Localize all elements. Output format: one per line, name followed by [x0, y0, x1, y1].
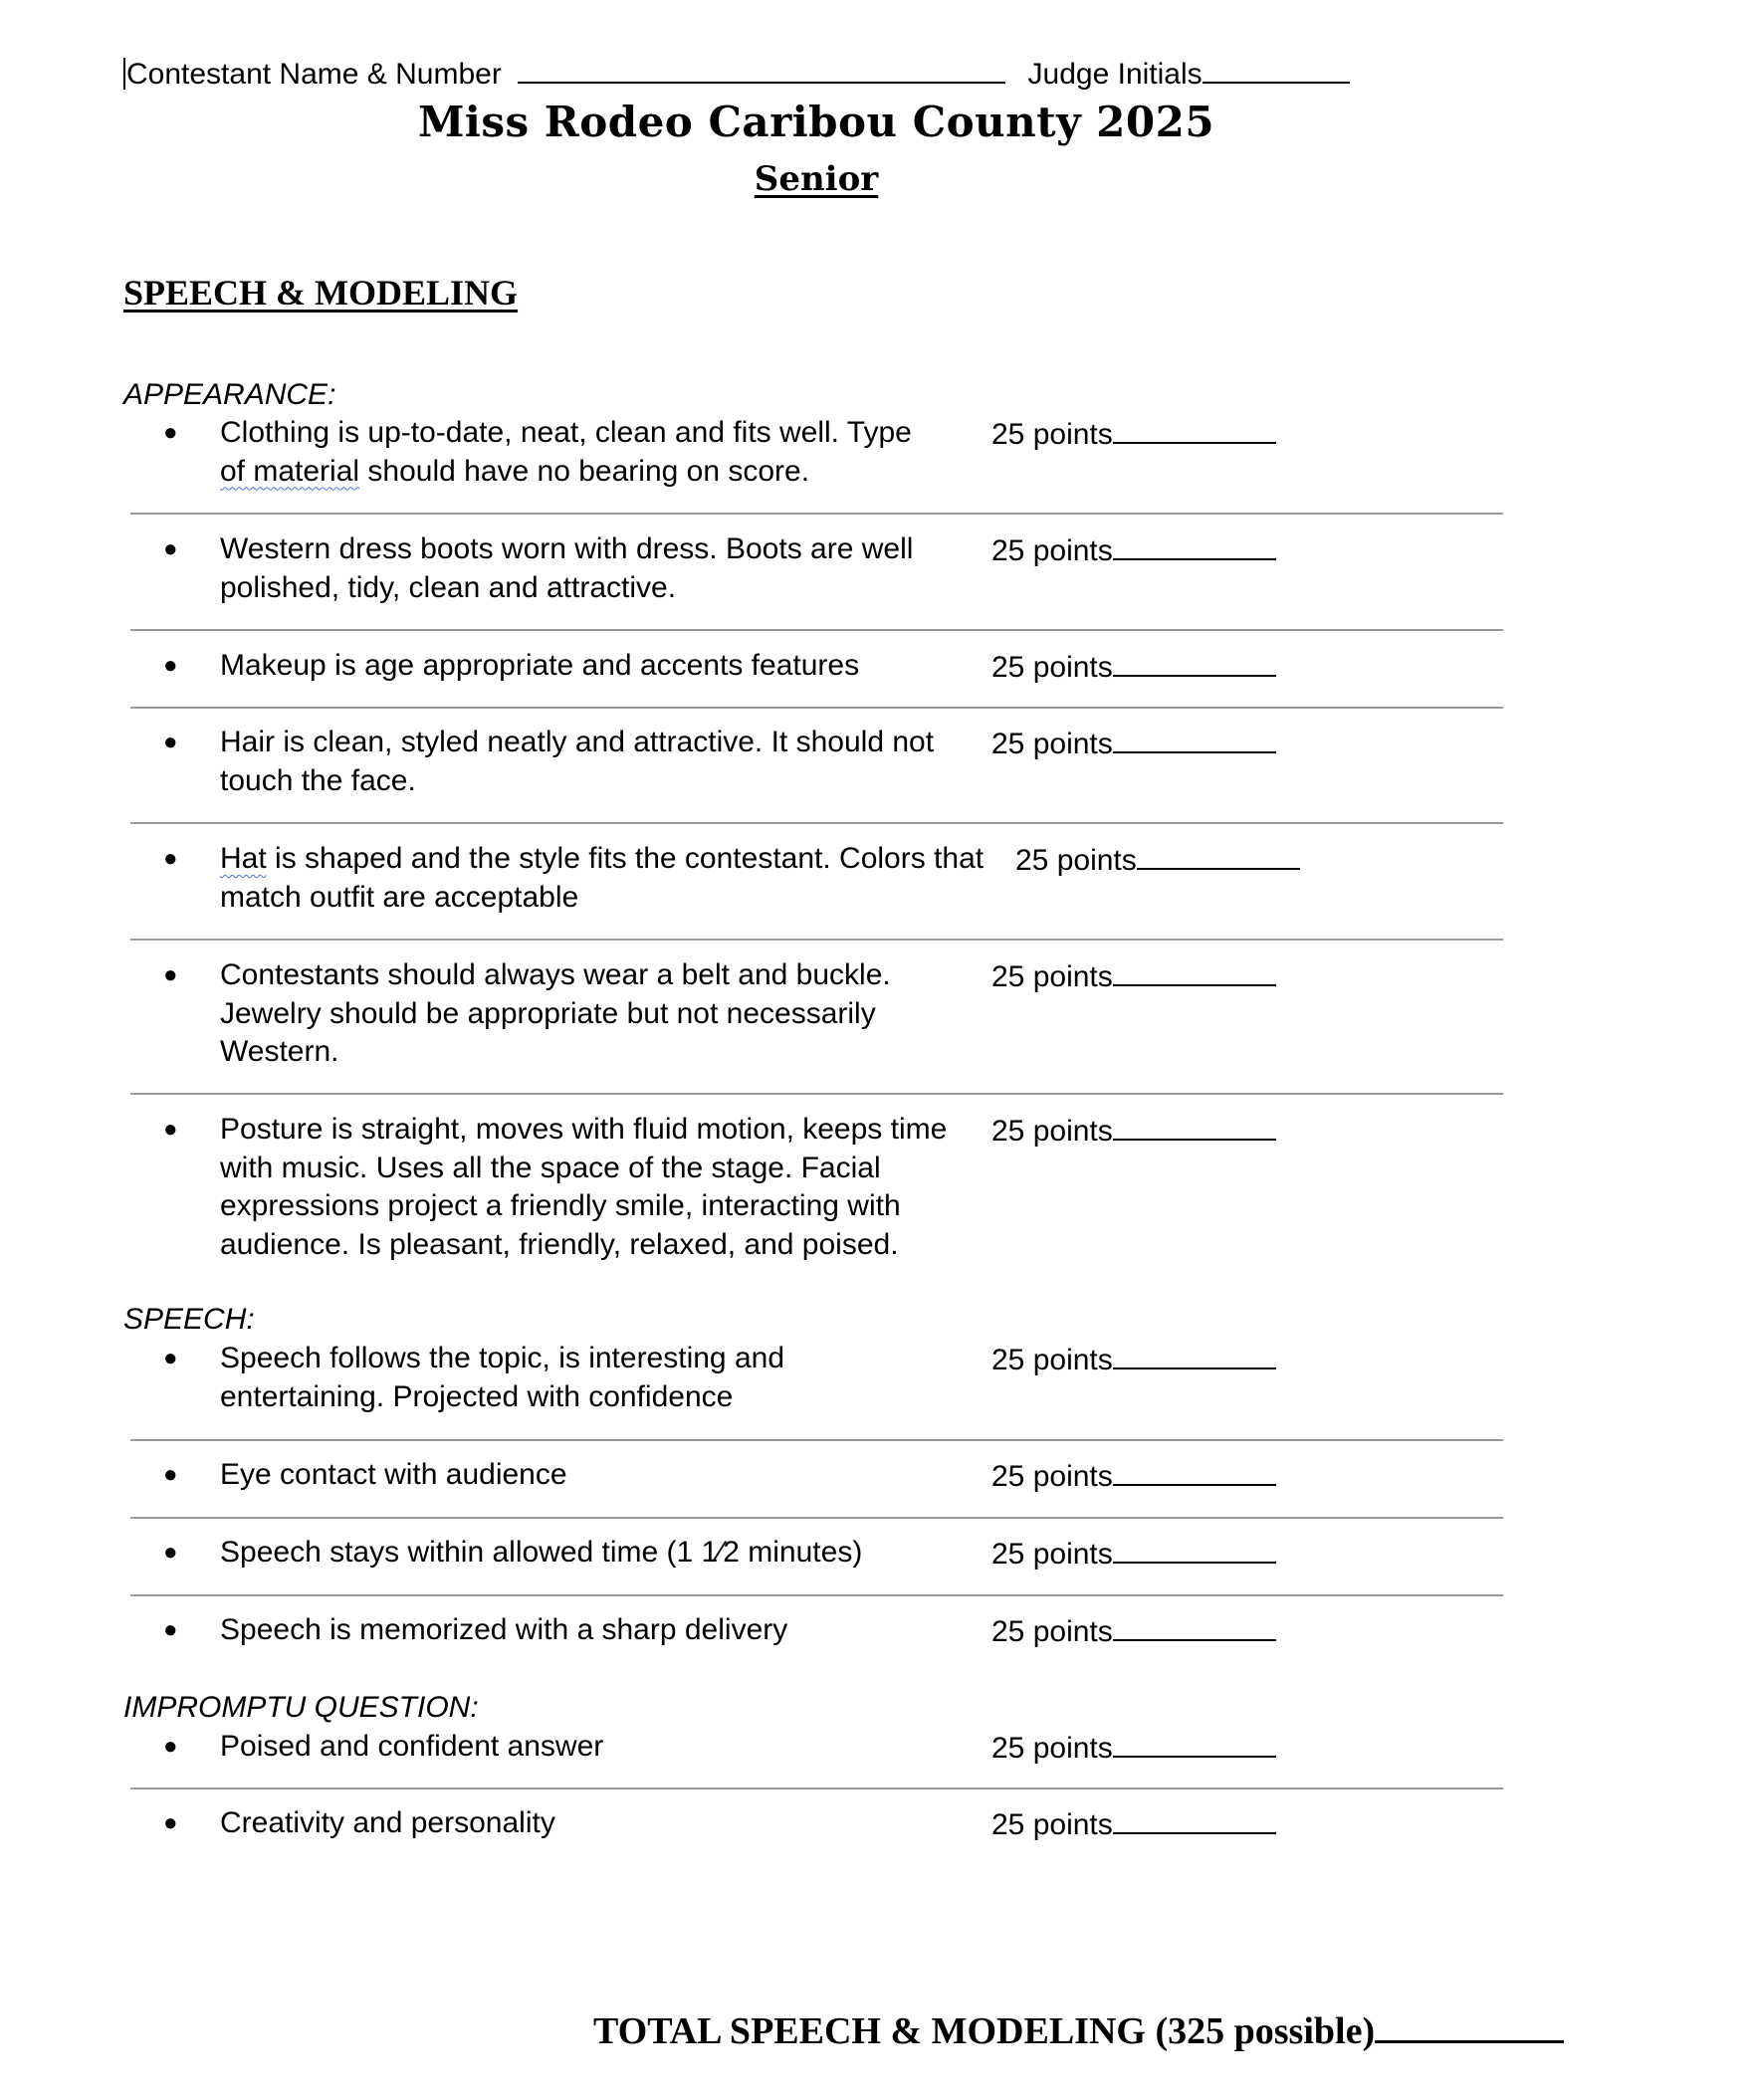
row-divider [130, 629, 1503, 631]
total-label: TOTAL SPEECH & MODELING (325 possible) [593, 2010, 1376, 2052]
points-field [991, 1111, 1276, 1151]
score-blank[interactable] [1113, 1728, 1276, 1758]
points-label: 25 points [991, 1615, 1113, 1648]
criterion-text: Western dress boots worn with dress. Boots are well polished, tidy, clean and attractive. [220, 532, 914, 604]
criterion-text: Posture is straight, moves with fluid motion, keeps time with music. Uses all the space of the stage. Facial expressions project a friendly smile, interacting with audience. Is pleasant, friendly, relaxed, and poised. [220, 1113, 948, 1262]
points-field [991, 1340, 1276, 1379]
score-blank[interactable] [1113, 530, 1276, 560]
category-speech: SPEECH: [123, 1303, 255, 1336]
score-blank[interactable] [1113, 1534, 1276, 1564]
points-label: 25 points [991, 1732, 1113, 1765]
points-field [991, 1534, 1276, 1574]
bullet-icon: ● [163, 1345, 178, 1371]
row-divider [130, 1787, 1503, 1789]
row-divider [130, 1439, 1503, 1441]
points-field [991, 724, 1276, 763]
bullet-icon: ● [163, 652, 178, 679]
spellcheck-word: Hat [220, 842, 267, 875]
row-divider [130, 513, 1503, 515]
contestant-name-blank[interactable] [518, 56, 1005, 84]
row-divider [130, 1093, 1503, 1095]
criterion-text: Eye contact with audience [220, 1458, 567, 1491]
criterion-text [220, 840, 996, 917]
score-blank[interactable] [1113, 956, 1276, 986]
bullet-icon: ● [163, 419, 178, 446]
points-field [991, 530, 1276, 570]
criterion-text: Speech follows the topic, is interesting and entertaining. Projected with confidence [220, 1342, 784, 1413]
points-label: 25 points [991, 728, 1113, 760]
total-field [593, 2006, 1564, 2055]
bullet-icon: ● [163, 1116, 178, 1143]
criterion-text: Contestants should always wear a belt and buckle. Jewelry should be appropriate but not necessarily Western. [220, 958, 891, 1069]
points-field [991, 1611, 1276, 1651]
bullet-icon: ● [163, 1809, 178, 1836]
points-label: 25 points [991, 651, 1113, 684]
score-blank[interactable] [1113, 724, 1276, 753]
criterion-text-part: is shaped and the style fits the contestant. Colors that match outfit are acceptable [220, 842, 985, 914]
category-impromptu: IMPROMPTU QUESTION: [123, 1691, 479, 1724]
page-title: Miss Rodeo Caribou County 2025 [417, 98, 1215, 146]
points-field [1015, 840, 1300, 880]
category-appearance: APPEARANCE: [123, 378, 336, 411]
points-label: 25 points [1015, 844, 1137, 877]
score-blank[interactable] [1113, 1340, 1276, 1369]
criterion-text: Speech stays within allowed time (1 1⁄2 minutes) [220, 1536, 863, 1569]
bullet-icon: ● [163, 535, 178, 562]
contestant-label: Contestant Name & Number [126, 58, 502, 91]
row-divider [130, 1517, 1503, 1519]
text-cursor [123, 58, 125, 90]
points-field [991, 1728, 1276, 1768]
section-title: SPEECH & MODELING [123, 273, 519, 313]
score-blank[interactable] [1113, 414, 1276, 444]
judge-initials-blank[interactable] [1203, 56, 1350, 84]
bullet-icon: ● [163, 1539, 178, 1566]
bullet-icon: ● [163, 961, 178, 988]
row-divider [130, 1594, 1503, 1596]
points-field [991, 647, 1276, 687]
score-blank[interactable] [1113, 1456, 1276, 1486]
criterion-text-part: Clothing is up-to-date, neat, clean and fits well. Type [220, 416, 912, 449]
criterion-text: Speech is memorized with a sharp delivery [220, 1613, 788, 1646]
spellcheck-word: of material [220, 454, 360, 488]
points-field [991, 1456, 1276, 1496]
score-blank[interactable] [1113, 1611, 1276, 1641]
row-divider [130, 707, 1503, 709]
points-label: 25 points [991, 1538, 1113, 1571]
points-label: 25 points [991, 960, 1113, 993]
criterion-text-part: should have no bearing on score. [359, 454, 810, 488]
points-label: 25 points [991, 418, 1113, 451]
criterion-text: Poised and confident answer [220, 1730, 604, 1763]
total-score-blank[interactable] [1375, 2006, 1564, 2043]
points-field [991, 956, 1276, 996]
bullet-icon: ● [163, 845, 178, 872]
score-blank[interactable] [1113, 1111, 1276, 1141]
points-field [991, 414, 1276, 454]
score-blank[interactable] [1113, 647, 1276, 677]
points-label: 25 points [991, 1460, 1113, 1493]
points-label: 25 points [991, 1808, 1113, 1841]
criterion-text: Makeup is age appropriate and accents features [220, 649, 860, 682]
bullet-icon: ● [163, 1616, 178, 1643]
row-divider [130, 939, 1503, 941]
points-field [991, 1804, 1276, 1844]
page-subtitle: Senior [754, 159, 879, 199]
points-label: 25 points [991, 1115, 1113, 1148]
header-line [123, 56, 1350, 93]
score-blank[interactable] [1113, 1804, 1276, 1834]
bullet-icon: ● [163, 1461, 178, 1488]
judge-initials-label: Judge Initials [1027, 58, 1203, 91]
criterion-text: Creativity and personality [220, 1806, 555, 1839]
criterion-text [220, 414, 967, 491]
row-divider [130, 822, 1503, 824]
score-blank[interactable] [1137, 840, 1300, 870]
points-label: 25 points [991, 534, 1113, 567]
bullet-icon: ● [163, 1733, 178, 1760]
criterion-text: Hair is clean, styled neatly and attractive. It should not touch the face. [220, 726, 935, 797]
points-label: 25 points [991, 1344, 1113, 1376]
bullet-icon: ● [163, 729, 178, 755]
